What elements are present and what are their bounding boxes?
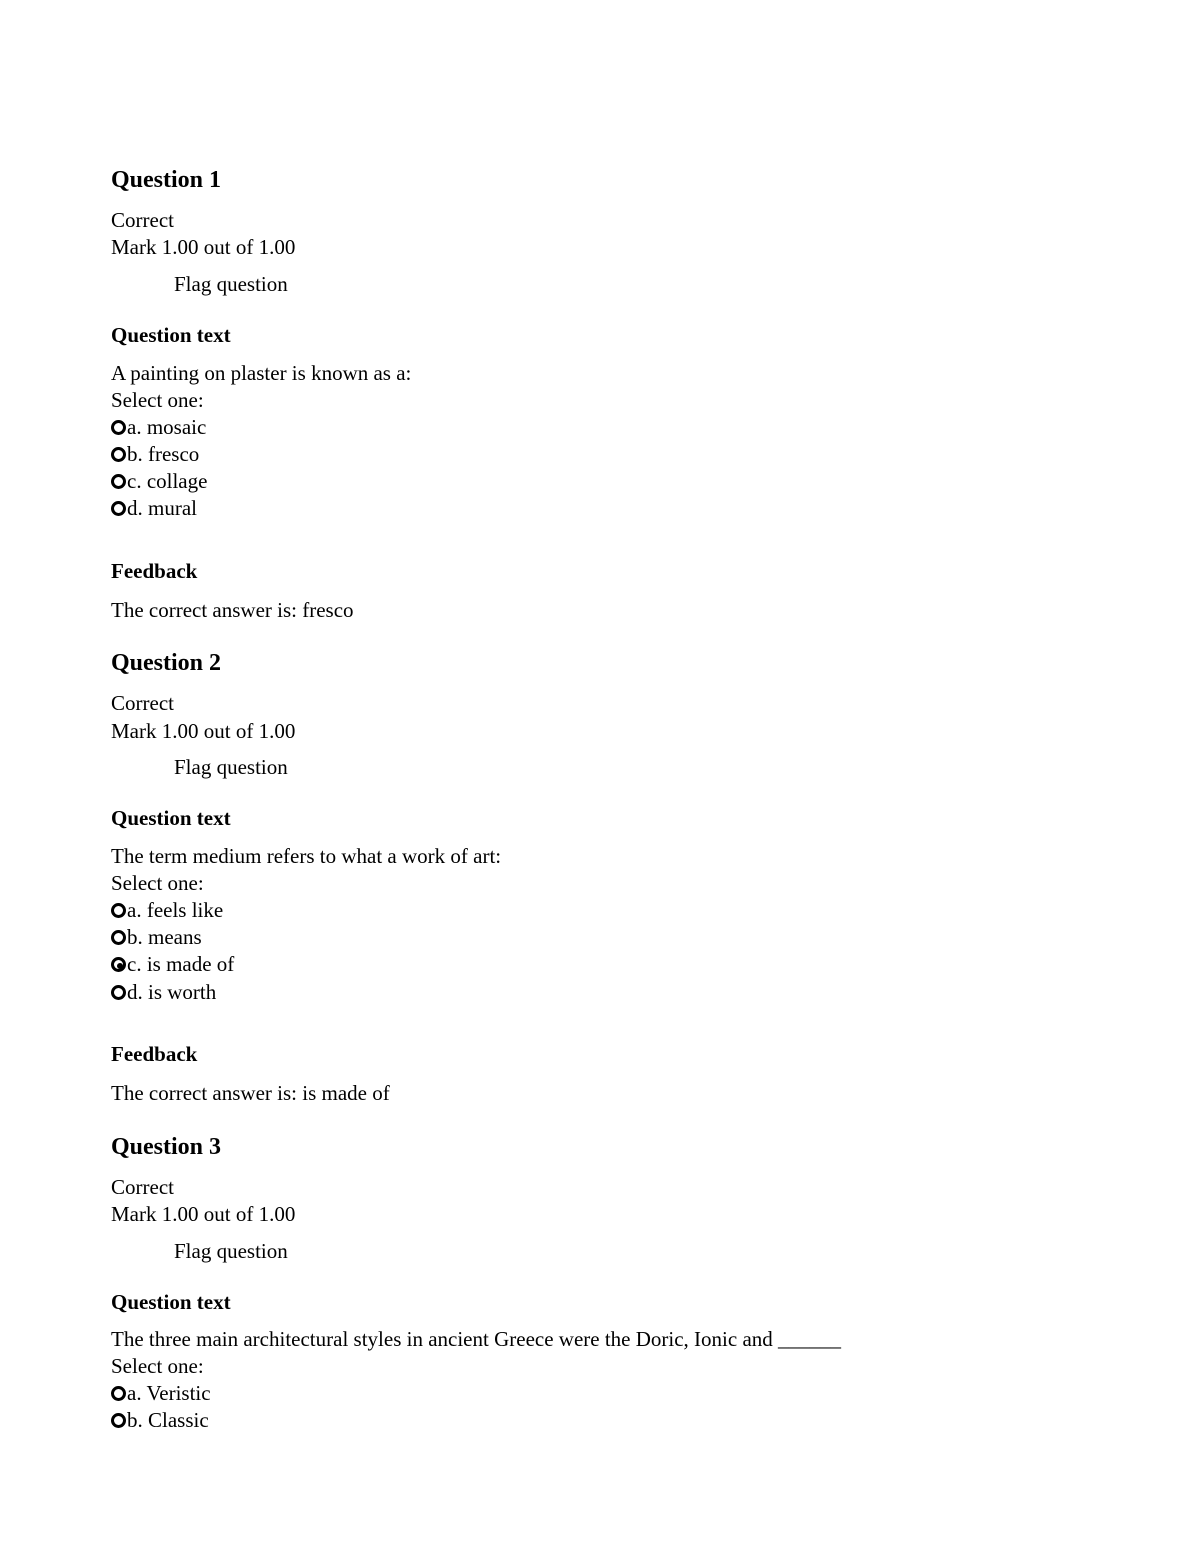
option-label: c. is made of (127, 952, 235, 976)
flag-question-link[interactable]: Flag question (174, 272, 288, 296)
question-status: Correct (111, 1175, 174, 1199)
option-label: a. Veristic (127, 1381, 211, 1405)
option-label: b. Classic (127, 1408, 209, 1432)
question-prompt: A painting on plaster is known as a: (111, 361, 412, 385)
answer-option-a[interactable] (111, 1380, 211, 1406)
option-label: a. feels like (127, 898, 224, 922)
flag-question-link[interactable]: Flag question (174, 1239, 288, 1263)
radio-icon[interactable] (111, 1413, 126, 1428)
radio-icon[interactable] (111, 985, 126, 1000)
radio-icon[interactable] (111, 420, 126, 435)
feedback-text: The correct answer is: fresco (111, 598, 354, 622)
option-label: c. collage (127, 469, 208, 493)
feedback-text: The correct answer is: is made of (111, 1081, 390, 1105)
option-label: d. mural (127, 496, 197, 520)
question-text-heading: Question text (111, 323, 231, 347)
radio-icon[interactable] (111, 930, 126, 945)
question-mark: Mark 1.00 out of 1.00 (111, 235, 296, 259)
option-label: b. fresco (127, 442, 200, 466)
question-prompt: The three main architectural styles in ancient Greece were the Doric, Ionic and ______ (111, 1327, 842, 1351)
radio-icon[interactable] (111, 501, 126, 516)
select-one-label: Select one: (111, 1354, 204, 1378)
radio-selected-icon[interactable] (111, 957, 126, 972)
feedback-heading: Feedback (111, 1042, 198, 1066)
answer-option-b[interactable] (111, 1407, 209, 1433)
radio-icon[interactable] (111, 447, 126, 462)
question-title: Question 3 (111, 1134, 222, 1160)
question-mark: Mark 1.00 out of 1.00 (111, 1202, 296, 1226)
question-title: Question 2 (111, 650, 222, 676)
question-status: Correct (111, 691, 174, 715)
answer-option-c[interactable] (111, 468, 207, 494)
radio-icon[interactable] (111, 474, 126, 489)
radio-icon[interactable] (111, 903, 126, 918)
question-prompt: The term medium refers to what a work of art: (111, 844, 502, 868)
select-one-label: Select one: (111, 871, 204, 895)
option-label: d. is worth (127, 980, 217, 1004)
option-label: b. means (127, 925, 202, 949)
answer-option-a[interactable] (111, 897, 223, 923)
option-label: a. mosaic (127, 415, 207, 439)
question-text-heading: Question text (111, 1290, 231, 1314)
answer-option-d[interactable] (111, 979, 216, 1005)
answer-option-b[interactable] (111, 441, 199, 467)
question-text-heading: Question text (111, 806, 231, 830)
answer-option-c[interactable] (111, 951, 234, 977)
answer-option-d[interactable] (111, 495, 197, 521)
question-status: Correct (111, 208, 174, 232)
answer-option-b[interactable] (111, 924, 202, 950)
select-one-label: Select one: (111, 388, 204, 412)
question-title: Question 1 (111, 167, 222, 193)
question-mark: Mark 1.00 out of 1.00 (111, 719, 296, 743)
feedback-heading: Feedback (111, 559, 198, 583)
answer-option-a[interactable] (111, 414, 206, 440)
flag-question-link[interactable]: Flag question (174, 755, 288, 779)
radio-icon[interactable] (111, 1386, 126, 1401)
